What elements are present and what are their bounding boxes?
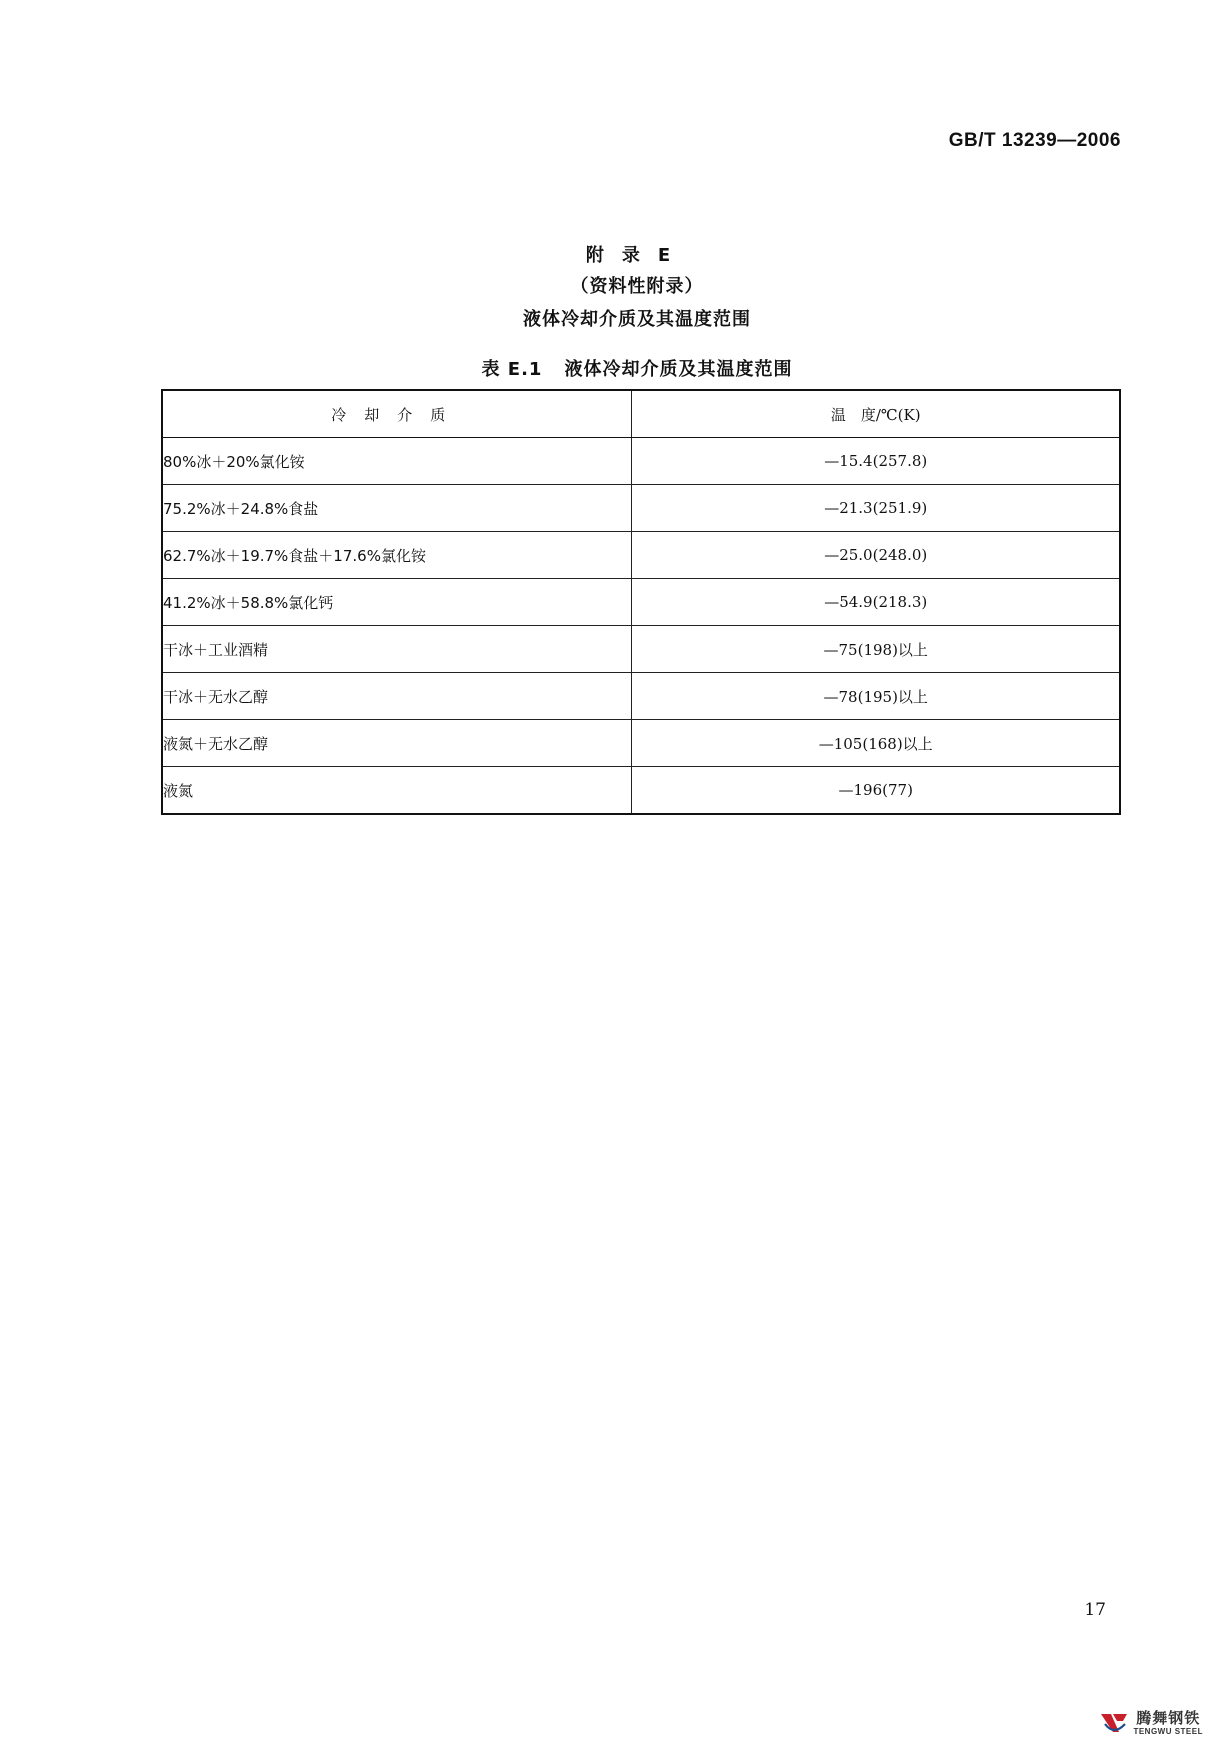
temperature-cell: —78(195)以上 [632, 673, 1120, 720]
watermark [1099, 1710, 1203, 1736]
temperature-cell: —75(198)以上 [632, 626, 1120, 673]
medium-cell: 干冰＋无水乙醇 [162, 673, 632, 720]
temperature-cell: —21.3(251.9) [632, 485, 1120, 532]
temperature-cell: —25.0(248.0) [632, 532, 1120, 579]
table-row [162, 767, 1120, 815]
table-caption [0, 355, 1225, 381]
medium-cell: 41.2%冰＋58.8%氯化钙 [162, 579, 632, 626]
page-number: 17 [1084, 1600, 1106, 1620]
table-row [162, 626, 1120, 673]
appendix-title: 附录E [585, 245, 689, 266]
temperature-cell: —105(168)以上 [632, 720, 1120, 767]
column-header-medium: 冷却介质 [162, 390, 632, 438]
medium-cell: 80%冰＋20%氯化铵 [162, 438, 632, 485]
watermark-brand-en: TENGWU STEEL [1133, 1726, 1203, 1736]
table-row [162, 579, 1120, 626]
medium-cell: 液氮＋无水乙醇 [162, 720, 632, 767]
tengwu-logo-icon [1099, 1710, 1129, 1736]
table-caption-number: 表 E.1 [481, 359, 543, 380]
table-row [162, 720, 1120, 767]
column-header-temperature: 温 度/℃(K) [632, 390, 1120, 438]
medium-cell: 62.7%冰＋19.7%食盐＋17.6%氯化铵 [162, 532, 632, 579]
table-row [162, 673, 1120, 720]
table-header-row [162, 390, 1120, 438]
medium-cell: 液氮 [162, 767, 632, 815]
table-row [162, 485, 1120, 532]
table-row [162, 532, 1120, 579]
watermark-text [1133, 1708, 1203, 1736]
medium-cell: 75.2%冰＋24.8%食盐 [162, 485, 632, 532]
standard-number: GB/T 13239—2006 [948, 130, 1121, 151]
temperature-cell: —196(77) [632, 767, 1120, 815]
table-caption-title: 液体冷却介质及其温度范围 [564, 359, 793, 380]
cooling-media-table [161, 389, 1121, 815]
appendix-subject: 液体冷却介质及其温度范围 [523, 309, 751, 330]
temperature-cell: —54.9(218.3) [632, 579, 1120, 626]
table-row [162, 438, 1120, 485]
appendix-type: （资料性附录） [570, 276, 704, 297]
temperature-cell: —15.4(257.8) [632, 438, 1120, 485]
watermark-brand-cn: 腾舞钢铁 [1136, 1708, 1201, 1727]
medium-cell: 干冰＋工业酒精 [162, 626, 632, 673]
